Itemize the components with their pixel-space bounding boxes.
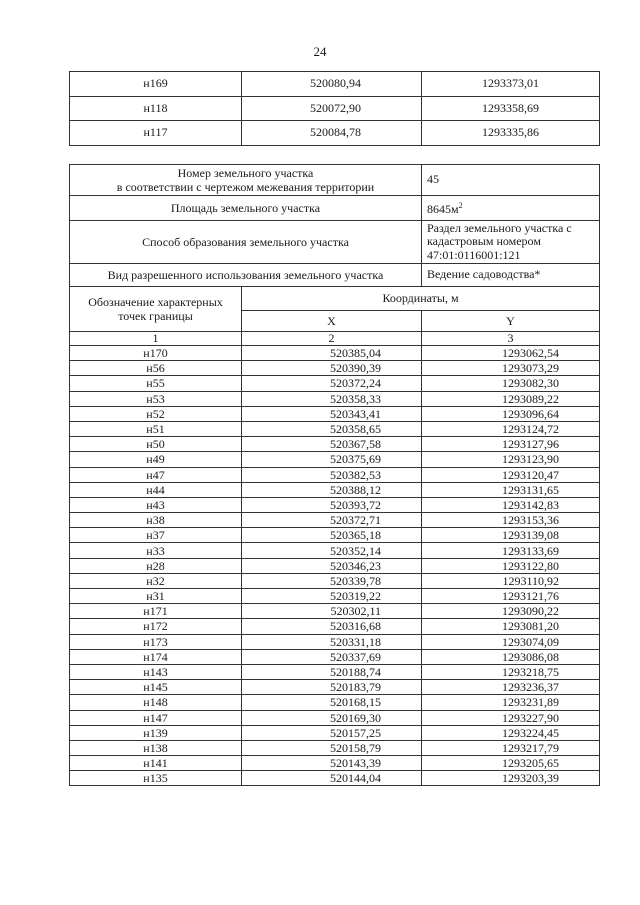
y-value: 1293153,36 [422,513,600,528]
continuation-table [69,71,600,146]
column-number-1: 1 [70,332,242,346]
parcel-table [69,164,600,786]
point-row [70,695,600,710]
point-row [70,452,600,467]
y-value: 1293124,72 [422,421,600,436]
point-name: н169 [70,72,242,97]
x-value: 520302,11 [242,604,422,619]
y-value: 1293122,80 [422,558,600,573]
point-name: н148 [70,695,242,710]
y-value: 1293358,69 [422,96,600,121]
parcel-number-label-line2: в соответствии с чертежом межевания территории [116,180,375,194]
y-value: 1293120,47 [422,467,600,482]
point-row [70,634,600,649]
point-row [70,391,600,406]
parcel-number-row [70,165,600,196]
x-value: 520388,12 [242,482,422,497]
y-value: 1293139,08 [422,528,600,543]
point-row [70,421,600,436]
x-value: 520084,78 [242,121,422,146]
x-value: 520339,78 [242,573,422,588]
parcel-number-value: 45 [422,165,600,196]
point-row [70,604,600,619]
point-name: н171 [70,604,242,619]
parcel-method-row [70,221,600,264]
x-value: 520143,39 [242,756,422,771]
parcel-area-value [422,196,600,221]
parcel-area-label: Площадь земельного участка [70,196,422,221]
point-name: н50 [70,437,242,452]
x-value: 520393,72 [242,497,422,512]
page-number: 24 [313,44,327,59]
continuation-row [70,96,600,121]
x-value: 520157,25 [242,725,422,740]
continuation-row [70,72,600,97]
point-row [70,725,600,740]
point-name: н118 [70,96,242,121]
point-name: н33 [70,543,242,558]
x-value: 520372,24 [242,376,422,391]
y-value: 1293373,01 [422,72,600,97]
coords-header: Координаты, м [242,287,600,311]
point-row [70,619,600,634]
y-value: 1293131,65 [422,482,600,497]
x-value: 520183,79 [242,680,422,695]
point-row [70,680,600,695]
point-name: н56 [70,361,242,376]
y-value: 1293203,39 [422,771,600,786]
y-value: 1293217,79 [422,740,600,755]
x-value: 520188,74 [242,664,422,679]
parcel-area-row [70,196,600,221]
point-name: н147 [70,710,242,725]
y-value: 1293081,20 [422,619,600,634]
y-value: 1293142,83 [422,497,600,512]
x-value: 520358,65 [242,421,422,436]
point-row [70,710,600,725]
parcel-method-label: Способ образования земельного участка [70,221,422,264]
point-name: н43 [70,497,242,512]
point-name: н141 [70,756,242,771]
continuation-row [70,121,600,146]
parcel-area-number: 8645м [427,202,459,217]
parcel-number-label-line1: Номер земельного участка [177,166,314,180]
point-row [70,467,600,482]
point-name: н139 [70,725,242,740]
point-name: н174 [70,649,242,664]
points-column-header: Обозначение характерных точек границы [70,287,242,332]
y-value: 1293205,65 [422,756,600,771]
x-value: 520169,30 [242,710,422,725]
x-value: 520390,39 [242,361,422,376]
y-value: 1293133,69 [422,543,600,558]
y-value: 1293227,90 [422,710,600,725]
y-value: 1293236,37 [422,680,600,695]
point-name: н53 [70,391,242,406]
x-value: 520352,14 [242,543,422,558]
point-name: н47 [70,467,242,482]
point-name: н38 [70,513,242,528]
point-name: н117 [70,121,242,146]
point-row [70,649,600,664]
parcel-method-value: Раздел земельного участка с кадастровым номером 47:01:0116001:121 [422,221,600,264]
column-number-2: 2 [242,332,422,346]
point-name: н31 [70,589,242,604]
point-row [70,346,600,361]
point-name: н135 [70,771,242,786]
point-row [70,482,600,497]
point-row [70,497,600,512]
y-value: 1293110,92 [422,573,600,588]
y-value: 1293218,75 [422,664,600,679]
parcel-use-value: Ведение садоводства* [422,264,600,287]
point-name: н28 [70,558,242,573]
parcel-area-unit-sup: 2 [458,201,463,211]
y-value: 1293062,54 [422,346,600,361]
x-value: 520331,18 [242,634,422,649]
point-row [70,771,600,786]
x-value: 520144,04 [242,771,422,786]
y-value: 1293224,45 [422,725,600,740]
point-row [70,528,600,543]
point-row [70,513,600,528]
point-name: н32 [70,573,242,588]
y-value: 1293086,08 [422,649,600,664]
y-value: 1293089,22 [422,391,600,406]
point-row [70,361,600,376]
point-row [70,437,600,452]
point-row [70,664,600,679]
parcel-number-label [70,165,422,196]
x-value: 520367,58 [242,437,422,452]
y-value: 1293096,64 [422,406,600,421]
point-name: н173 [70,634,242,649]
point-row [70,376,600,391]
x-value: 520365,18 [242,528,422,543]
point-row [70,573,600,588]
x-value: 520385,04 [242,346,422,361]
y-value: 1293074,09 [422,634,600,649]
column-number-row [70,332,600,346]
point-name: н51 [70,421,242,436]
point-name: н143 [70,664,242,679]
column-number-3: 3 [422,332,600,346]
x-value: 520343,41 [242,406,422,421]
y-value: 1293121,76 [422,589,600,604]
x-value: 520372,71 [242,513,422,528]
parcel-use-row [70,264,600,287]
y-value: 1293090,22 [422,604,600,619]
parcel-use-label: Вид разрешенного использования земельного участка [70,264,422,287]
x-value: 520382,53 [242,467,422,482]
point-name: н172 [70,619,242,634]
point-row [70,558,600,573]
x-value: 520375,69 [242,452,422,467]
point-name: н138 [70,740,242,755]
x-value: 520319,22 [242,589,422,604]
point-name: н170 [70,346,242,361]
point-name: н37 [70,528,242,543]
x-value: 520346,23 [242,558,422,573]
y-value: 1293127,96 [422,437,600,452]
point-name: н49 [70,452,242,467]
point-row [70,740,600,755]
x-value: 520168,15 [242,695,422,710]
x-column-header: X [242,310,422,331]
x-value: 520337,69 [242,649,422,664]
point-name: н145 [70,680,242,695]
y-value: 1293231,89 [422,695,600,710]
x-value: 520072,90 [242,96,422,121]
y-value: 1293335,86 [422,121,600,146]
x-value: 520358,33 [242,391,422,406]
y-value: 1293123,90 [422,452,600,467]
point-name: н52 [70,406,242,421]
point-row [70,589,600,604]
x-value: 520316,68 [242,619,422,634]
coords-header-row [70,287,600,311]
point-name: н44 [70,482,242,497]
point-row [70,406,600,421]
y-value: 1293082,30 [422,376,600,391]
point-name: н55 [70,376,242,391]
x-value: 520158,79 [242,740,422,755]
point-row [70,756,600,771]
x-value: 520080,94 [242,72,422,97]
y-value: 1293073,29 [422,361,600,376]
point-row [70,543,600,558]
y-column-header: Y [422,310,600,331]
